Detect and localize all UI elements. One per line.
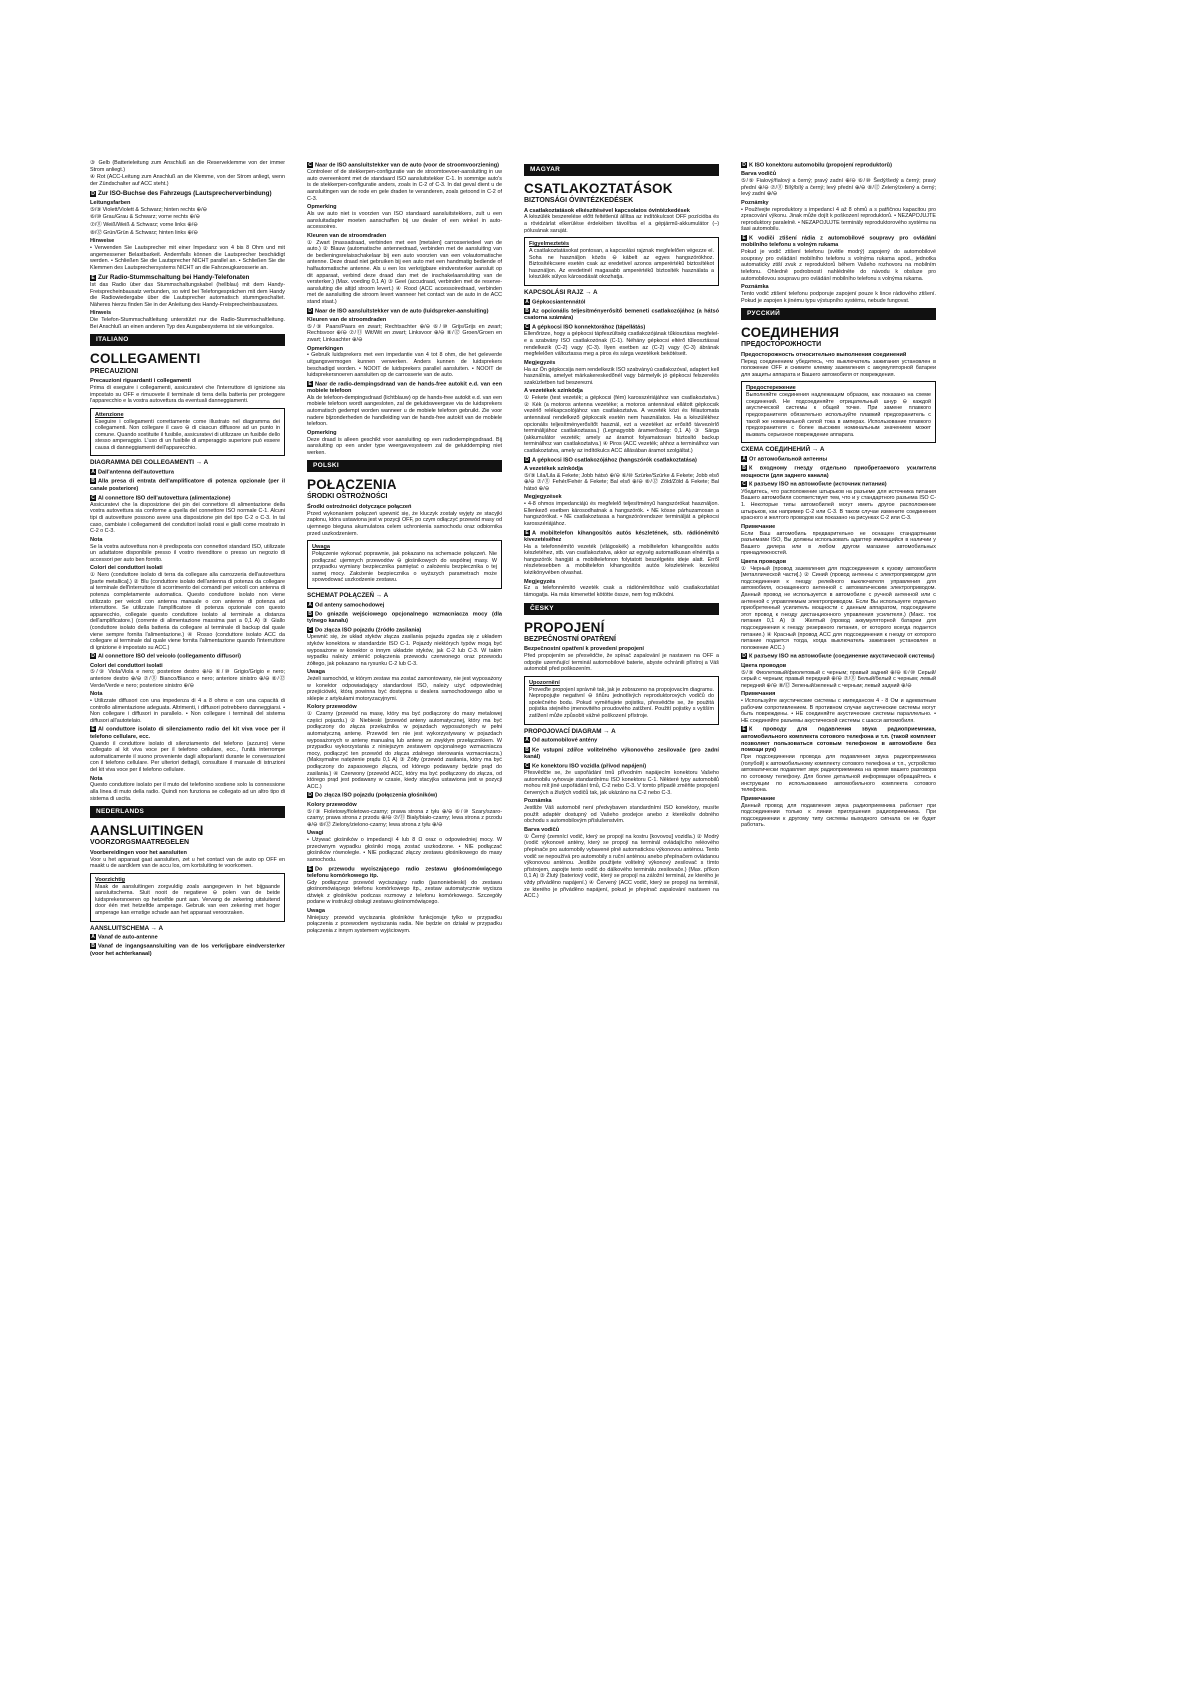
de-e-note: Die Telefon-Stummschaltleitung unterstützt nur die Radio-Stummschaltleitung. Bei Anschluß an einen anderen Typ des Ausgabesystems ist sie wirkungslos. xyxy=(90,317,285,330)
cs-caution-heading: Upozornění xyxy=(529,679,560,686)
label-e-icon: E xyxy=(308,865,312,872)
hu-item-b: B Az opcionális teljesítményerősítő bemeneti csatlakozójához (a hátsó csatorna számára) xyxy=(524,307,719,322)
it-e-note-heading: Nota xyxy=(90,775,103,782)
de-color-4: ⑧/⑫ Grün/Grün & Schwarz; hinten links ⊕/⊖ xyxy=(90,229,198,236)
it-colori2: ⑤/⑨ Viola/Viola e nero; posteriore destro ⊕/⊖ ⑥/⑩ Grigio/Grigio e nero; anteriore destro ⊕/⊖ ⑦/⑪ Bianco/Bianco e nero; anteriore sinistro ⊕/⊖ ⑧/⑫ Verde/Verde e nero; posteriore sinistro ⊕/⊖ xyxy=(90,669,285,689)
label-c-icon: C xyxy=(742,481,746,488)
pl-item-a: A Od anteny samochodowej xyxy=(308,601,385,609)
pl-e-uwaga-heading: Uwaga xyxy=(307,907,326,914)
label-e-icon: E xyxy=(91,274,95,281)
label-d-icon: D xyxy=(742,653,746,660)
hu-caution-heading: Figyelmeztetés xyxy=(529,241,570,248)
column-4 xyxy=(741,160,936,830)
language-bar-czech: ČESKY xyxy=(524,603,719,615)
pl-uwagi-heading: Uwagi xyxy=(307,830,324,837)
nl-caution-heading: Voorzichtig xyxy=(95,876,126,883)
cs-barva: ① Černý (zemnící vodič, který se propojí na kostru [kovovou] vozidla.) ② Modrý (vodič výkonové antény, který se propojí na terminál ovládajícího reléového přepínače pro automobily vybavené plně automatickou výkonovou anténou. Tento vodič se nepoužívá pro automobily s ruční anténou anebo přepínačem ovládanou výkonovou anténou. Jestliže použijete volitelný výkonový zesilovač s tímto přístrojem, zapojte tento vodič do dálkového terminálu zesilovače.) (Max. příkon 0,1 A) ③ Žlutý (bateriový vodič, který se propojí na záložní terminál, ze kterého je vždy přiváděno napájení.) ④ Červený (ACC vodič, který se propojí na terminál, ze kterého je přiváděno napájení, pokud je přepínač zapalování nastaven na ACC.) xyxy=(524,833,719,900)
label-a-icon: A xyxy=(525,298,529,305)
it-item-c: C Al connettore ISO dell'autovettura (alimentazione) xyxy=(91,494,231,502)
label-a-icon: A xyxy=(91,934,95,941)
de-e-note-heading: Hinweis xyxy=(90,310,112,317)
nl-item-a: A Vanaf de auto-antenne xyxy=(91,934,158,941)
cs-item-b: B Ke vstupní zdířce volitelného výkonového zesilovače (pro zadní kanál) xyxy=(524,746,719,760)
pl-caution-heading: Uwaga xyxy=(312,544,331,551)
it-prec-text: Prima di eseguire i collegamenti, assicuratevi che l'interruttore di ignizione sia impostato su OFF e rimuovete il terminale di terra della batteria per proteggere l'apparecchio e la vostra autovettura da eventuali danneggiamenti. xyxy=(90,384,285,405)
pl-kolory: ① Czarny (przewód na masę, który ma być podłączony do masy metalowej części pojazdu.) ② Niebieski (przewód anteny automatycznej, który ma być podłączony do złącza przekaźnika w pojazdach wyposażonych w pełni automatyczną antenę. Przewód ten nie jest wykorzystywany w pojazdach wyposażonych w antenę manualną lub antenę ze zwykłym przełącznikiem. W przypadku wykorzystania z niniejszym zestawem opcjonalnego wzmacniacza mocy, podłączyć ten przewód do złącza zdalnego sterowania wzmacniacza.) (Maksymalne natężenie prądu 0,1 A) ③ Żółty (przewód zasilania, który ma być podłączony do zapasowego złącza, od którego podawany będzie prąd do zasilania.) ④ Czerwony (przewód ACC, który ma być podłączony do złącza, od którego prąd jest podawany w czasie, kiedy stacyjka ustawiona jest w pozycji ACC.) xyxy=(307,711,502,790)
it-item-d: D Al connettore ISO del veicolo (collegamento diffusori) xyxy=(91,653,241,660)
label-d-icon: D xyxy=(91,190,95,197)
label-c-icon: C xyxy=(308,162,312,168)
cs-d-barva-heading: Barva vodičů xyxy=(741,171,777,178)
label-a-icon: A xyxy=(742,456,746,463)
de-color-1: ⑤/⑨ Violett/Violett & Schwarz; hinten rechts ⊕/⊖ xyxy=(90,206,208,213)
ru-cvet-heading: Цвета проводов xyxy=(741,558,787,565)
de-item-4: ④ Rot (ACC-Leitung zum Anschluß an die Klemme, von der Strom anliegt, wenn der Zündschalter auf ACC steht.) xyxy=(90,174,285,187)
language-bar-italian: ITALIANO xyxy=(90,334,285,346)
nl-d-kleur-heading: Kleuren van de stroomdraden xyxy=(307,316,387,323)
de-e-text: Ist das Radio über das Stummschaltungskabel (hellblau) mit dem Handy-Freisprecheinbausatz verbunden, so wird bei Telefongesprächen mit dem Handy die Radiowiedergabe über die Lautsprecher automatisch stummgeschaltet. Näheres hierzu finden Sie in der Anleitung des Handy-Freisprecheinbausatzes. xyxy=(90,282,285,308)
nl-caution-text: Maak de aansluitingen zorgvuldig zoals aangegeven in het bijgaande aansluitschema. Sluit nooit de negatieve ⊖ polen van de beide luidsprekersnoeren op hetzelfde punt aan. Vervang de zekering uitsluitend door één met hetzelfde amperage. Gebruik van een zekering met hoger amperage kan ernstige schade aan het apparaat veroorzaken. xyxy=(95,883,280,916)
it-note2-heading: Nota xyxy=(90,691,103,698)
nl-item-c: C Naar de ISO aansluitstekker van de auto (voor de stroomvoorziening) xyxy=(308,162,500,169)
hu-megj-heading: Megjegyzés xyxy=(524,359,556,366)
ru-subtitle: ПРЕДОСТОРОЖНОСТИ xyxy=(741,341,822,349)
nl-c-text: Controleer of de stekkerpen-configuratie van de stroomtoevoer-aansluiting in uw auto overeenkomt met de standaard ISO aansluitstekker C-1. In sommige auto's is de stekkerpen-configuratie anders, zoals in C-2 of C-3. In dat geval dient u de aansluitingen van de rode en gele draden te veranderen, zoals getoond in C-2 of C-3. xyxy=(307,169,502,202)
nl-prec-heading: Voorbereidingen voor het aansluiten xyxy=(90,849,187,856)
cs-item-a: A Od automobilové antény xyxy=(525,737,598,744)
hu-prec-heading: A csatlakoztatások elkészítésével kapcsolatos óvintézkedések xyxy=(524,207,690,214)
ru-prec-heading: Предосторожность относительно выполнения соединений xyxy=(741,351,907,358)
label-a-icon: A xyxy=(525,737,529,744)
hu-caution-text: A csatlakoztatásokat pontosan, a kapcsolási rajznak megfelelően végezze el. Soha ne használjon közös ⊖ kábelt az egyes hangszórókhoz. Biztosítékcsere esetén csak az eredetivel azonos amperértékű biztosítékot használjon. Az eredetinél magasabb amperértékű biztosíték használata a készülék súlyos károsodását okozhatja. xyxy=(529,248,714,281)
ru-schema-heading: СХЕМА СОЕДИНЕНИЙ → A xyxy=(741,446,825,454)
pl-e-uwaga: Niniejszy przewód wyciszania głośników funkcjonuje tylko w przypadku połączenia z przewodem wyciszania radia. Nie będzie on działał w przypadku połączenia z innym systemem wyjściowym. xyxy=(307,914,502,934)
label-b-icon: B xyxy=(91,943,95,950)
pl-d-kolory: ⑤/⑨ Fioletowy/fioletowo-czarny; prawa strona z tyłu ⊕/⊖ ⑥/⑩ Szary/szaro-czarny; prawa strona z przodu ⊕/⊖ ⑦/⑪ Biały/biało-czarny; lewa strona z przodu ⊕/⊖ ⑧/⑫ Zielony/zielono-czarny; lewa strona z tyłu ⊕/⊖ xyxy=(307,808,502,828)
pl-subtitle: ŚRODKI OSTROŻNOŚCI xyxy=(307,493,388,501)
label-d-icon: D xyxy=(742,162,746,168)
ru-c-text: Убедитесь, что расположение штырьков на разъеме для источника питания Вашего автомобиля соответствует тем, что и у стандартного разъема ISO C-1. Некоторые типы автомобилей могут иметь другое расположение штырьков, как например C-2 или C-3. В таком случае измените соединения красного и желтого проводов как показано на рисунках C-2 или C-3. xyxy=(741,488,936,522)
it-caution-box xyxy=(90,408,285,457)
pl-prec-heading: Środki ostrożności dotyczące połączeń xyxy=(307,503,412,510)
hu-d-szin-heading: A vezetékek színkódja xyxy=(524,465,583,472)
language-bar-russian: РУССКИЙ xyxy=(741,308,936,320)
it-colori: ① Nero (conduttore isolato di terra da collegare alla carrozzeria dell'autovettura [parte metallica].) ② Blu (conduttore isolato dell'antenna di potenza da collegare al terminale dell'interruttore di scorrimento dei comandi per veicoli con antenna di potenza completamente automatica. Questo conduttore isolato non viene utilizzato per veicoli con antenna manuale o con antenne di potenza ad interruttore. Se utilizzate l'amplificatore di potenza opzionale con questo apparecchio, collegate questo conduttore isolato al terminale a distanza dell'amplificatore.) (corrente di alimentazione massima pari a 0,1 A) ③ Giallo (conduttore isolato della batteria da collegare al terminale di backup dal quale viene sempre fornita l'alimentazione.) ④ Rosso (conduttore isolato ACC da collegare al terminale dal quale viene fornita l'alimentazione quando l'interruttore di ignizione è impostato su ACC.) xyxy=(90,572,285,651)
it-colori-heading: Colori dei conduttori isolati xyxy=(90,565,163,572)
hu-szin-heading: A vezetékek színkódja xyxy=(524,388,583,395)
nl-item-b: B Vanaf de ingangsaansluiting van de los verkrijgbare eindversterker (voor het achterkanaal) xyxy=(90,943,285,957)
hu-item-d: D A gépkocsi ISO csatlakozójához (hangszórók csatlakoztatása) xyxy=(525,456,697,463)
ru-d-prim: • Используйте акустические системы с импедансом 4 - 8 Ом и адекватным рабочим сопротивлением. В противном случае акустические системы могут быть повреждены. • НЕ соединяйте акустические системы параллельно. • НЕ соединяйте разъемы акустической системы с шасси автомобиля. xyxy=(741,698,936,724)
ru-prim-heading: Примечание xyxy=(741,523,776,530)
pl-e-text: Gdy podłączysz przewód wyciszający radio (jasnoniebieski) do zestawu głośnomówiącego telefonu komórkowego itp., zestaw automatycznie wycisza dźwięk z głośników podczas rozmowy z telefonu komórkowego. Szczegóły podane w instrukcji obsługi zestawu głośnomówiącego. xyxy=(307,879,502,906)
nl-title: AANSLUITINGEN xyxy=(90,823,204,839)
nl-e-opm: Deze draad is alleen geschikt voor aansluiting op een radiodempingsdraad. Bij aansluiting op een ander type weergavesysteem zal de geluiddemping niet werken. xyxy=(307,436,502,456)
label-d-icon: D xyxy=(308,792,312,799)
nl-subtitle: VOORZORGSMAATREGELEN xyxy=(90,839,190,847)
de-hints: • Verwenden Sie Lautsprecher mit einer Impedanz von 4 bis 8 Ohm und mit angemessener Belastbarkeit. Andernfalls können die Lautsprecher beschädigt werden. • Schließen Sie die Lautsprecher NICHT parallel an. • Schließen Sie die Klemmen des Lautsprechersystems NICHT an die Fahrzeugkarosserie an. xyxy=(90,245,285,271)
language-bar-dutch: NEDERLANDS xyxy=(90,806,285,818)
it-prec-heading: Precauzioni riguardanti i collegamenti xyxy=(90,378,192,385)
hu-megj2-heading: Megjegyzések xyxy=(524,494,562,501)
it-note2: • Utilizzate diffusori con una impedenza di 4 a 8 ohms e con una capacità di controllo alimentazione adeguata. Altrimenti, i diffusori potrebbero danneggiarsi. • Non collegare i diffusori in parallelo. • Non collegare i terminali del sistema diffusori all'autotelaio. xyxy=(90,698,285,724)
it-title: COLLEGAMENTI xyxy=(90,351,201,367)
cs-d-pozn-heading: Poznámky xyxy=(741,199,769,206)
de-item-3: ③ Gelb (Batterieleitung zum Anschluß an die Reserveklemme von der immer Strom anliegt.) xyxy=(90,160,285,173)
label-e-icon: E xyxy=(742,235,746,242)
nl-opm2-heading: Opmerkingen xyxy=(307,345,344,352)
de-hints-heading: Hinweise xyxy=(90,238,115,245)
ru-title: СОЕДИНЕНИЯ xyxy=(741,325,840,341)
hu-megj2: • 4-8 ohmos impedanciájú és megfelelő teljesítményű hangszórókat használjon. Ellenkező esetben károsodhatnak a hangszórók. • NE kösse párhuzamosan a hangszórókat. • NE csatlakoztassa a hangszórórendszer terminálját a gépkocsi karosszériájához. xyxy=(524,501,719,527)
cs-item-d: D K ISO konektoru automobilu (propojení reproduktorů) xyxy=(742,162,892,169)
label-b-icon: B xyxy=(308,610,312,617)
cs-d-barva: ⑤/⑨ Fialový/fialový a černý; pravý zadní ⊕/⊖ ⑥/⑩ Šedý/šedý a černý; pravý přední ⊕/⊖ ⑦/⑪ Bílý/bílý a černý; levý přední ⊕/⊖ ⑧/⑫ Zelený/zelený a černý; levý zadní ⊕/⊖ xyxy=(741,178,936,198)
label-c-icon: C xyxy=(308,627,312,634)
pl-schemat-heading: SCHEMAT POŁĄCZEŃ → A xyxy=(307,591,389,599)
nl-d-kleur: ⑤/⑨ Paars/Paars en zwart; Rechtsachter ⊕/⊖ ⑥/⑩ Grijs/Grijs en zwart; Rechtsvoor ⊕/⊖ ⑦/⑪ Wit/Wit en zwart; Linksvoor ⊕/⊖ ⑧/⑫ Groen/Groen en zwart; Linksachter ⊕/⊖ xyxy=(307,323,502,343)
cs-title: PROPOJENÍ xyxy=(524,619,605,635)
nl-kleur-heading: Kleuren van de stroomdraden xyxy=(307,232,387,239)
ru-item-a: A От автомобильной антенны xyxy=(742,456,828,463)
nl-prec-text: Voor u het apparaat gaat aansluiten, zet u het contact van de auto op OFF en maakt u de aardklem van de accu los, om kortsluiting te voorkomen. xyxy=(90,856,285,870)
pl-item-d: D Do złącza ISO pojazdu (połączenia głośników) xyxy=(308,792,438,799)
ru-item-b: B К входному гнезду отдельно приобретаемого усилителя мощности (для заднего канала) xyxy=(741,465,936,479)
cs-e-text: Pokud je vodič ztišení telefonu (světle modrý) zapojený do automobilové soupravy pro ovládání mobilního telefonu s volnýma rukama apod., jednotka automaticky ztiší zvuk z reproduktorů během Vašeho rozhovoru na mobilním telefonu. Ohledně podrobností nahlédněte do návodu k obsluze pro automobilovou soupravu pro ovládání mobilního telefonu s volnýma rukama. xyxy=(741,249,936,282)
de-section-e: E Zur Radio-Stummschaltung bei Handy-Telefonaten xyxy=(91,274,250,282)
ru-item-c: C К разъему ISO на автомобиле (источник питания) xyxy=(742,481,887,488)
label-c-icon: C xyxy=(525,762,529,769)
hu-item-c: C A gépkocsi ISO konnektorához (tápellátás) xyxy=(525,324,646,331)
it-item-a: A Dall'antenna dell'autovettura xyxy=(91,469,175,476)
label-d-icon: D xyxy=(525,456,529,463)
cs-pozn: Jestliže Váš automobil není předvybaven standardními ISO konektory, musíte použít adaptér dostupný od Vašeho prodejce anebo z kterékoliv dobrého obchodu s automobilovým příslušenstvím. xyxy=(524,805,719,825)
hu-szin: ① Fekete (test vezeték; a gépkocsi (fém) karosszériájához van csatlakoztatva.) ② Kék (a motoros antenna vezetéke; a motoros antennával ellátott gépkocsik vezérlő relékapcsolójához van csatlakoztatva. A vezeték közi és félautomata antennával rendelkező gépkocsik esetén nem használatos. Ha a készülékhez opcionális teljesítményerősítőt használ, ezt a vezetéket az erősítő távvezérlő terminálijához csatlakoztassa.) (Legnagyobb áramerősség: 0,1 A) ③ Sárga (akkumulátor vezeték; amely az áramot folyamatosan biztosító backup terminálhoz van csatlakoztatva.) ④ Piros (ACC vezeték; ahhoz a terminálhoz van csatlakoztatva, amely az indítókulcs ACC állásában áramot szolgáltat.) xyxy=(524,395,719,454)
cs-item-c: C Ke konektoru ISO vozidla (přívod napájení) xyxy=(525,762,647,770)
nl-e-opm-heading: Opmerking xyxy=(307,429,337,436)
pl-d-kolory-heading: Kolory przewodów xyxy=(307,801,357,808)
it-nota-heading: Nota xyxy=(90,536,103,543)
hu-item-a: A Gépkocsiantennától xyxy=(525,298,586,306)
cs-c-text: Přesvědčte se, že uspořádání trnů přívodním napájecím konektoru Vašeho automobilu vyhovuje standardnímu ISO konektoru C-1. Některé typy automobilů mohou mít jiné uspořádání trnů, C-2 nebo C-3. V tomto případě změňte propojení červených a žlutých vodičů tak, jak ukázáno na C-2 nebo C-3. xyxy=(524,770,719,796)
ru-d-prim-heading: Примечания xyxy=(741,691,776,698)
pl-prec-text: Przed wykonaniem połączeń upewnić się, że kluczyk zostały wyjęty ze stacyjki zapłonu, która ustawiona jest w pozycji OFF, po czym odłączyć przewód masy od ujemnego bieguna akumulatora celem uchronienia samochodu oraz odbiornika przed uszkodzeniem. xyxy=(307,510,502,537)
label-e-icon: E xyxy=(308,380,312,387)
pl-item-c: C Do złącza ISO pojazdu (źródło zasilania) xyxy=(308,627,422,634)
hu-rajz-heading: KAPCSOLÁSI RAJZ → A xyxy=(524,289,598,296)
label-c-icon: C xyxy=(91,494,95,501)
column-3 xyxy=(524,160,719,901)
cs-pozn-heading: Poznámka xyxy=(524,798,552,805)
de-section-d: D Zur ISO-Buchse des Fahrzeugs (Lautsprecherverbindung) xyxy=(91,190,272,198)
hu-megj: Ha az Ön gépkocsija nem rendelkezik ISO szabványú csatlakozóval, adaptert kell használnia, amelyet márkakereskedőnél vagy bármelyik jó gépkocsi felszerelés szaküzletben tud beszerezni. xyxy=(524,366,719,386)
it-item-e: E Al conduttore isolato di silenziamento radio del kit viva voce per il telefono cellulare, ecc. xyxy=(90,726,285,740)
de-color-3: ⑦/⑪ Weiß/Weiß & Schwarz; vorne links ⊕/⊖ xyxy=(90,222,198,229)
ru-d-cvet: ⑤/⑨ Фиолетовый/фиолетовый с черным; правый задний ⊕/⊖ ⑥/⑩ Серый/серый с черным; правый передний ⊕/⊖ ⑦/⑪ Белый/белый с черным; левый передний ⊕/⊖ ⑧/⑫ Зеленый/зеленый с черным; левый задний ⊕/⊖ xyxy=(741,669,936,689)
it-caution-text: Eseguire i collegamenti correttamente come illustrato nel diagramma dei collegamenti. Non collegare il cavo ⊖ di ciascun diffusore ad un punto in comune. Quando sostituite il fusibile, assicuratevi di utilizzare un fusibile dello stesso amperaggio. L'uso di un fusibile di amperaggio superiore può essere causa di danneggiamenti dell'apparecchio. xyxy=(95,418,280,451)
cs-subtitle: BEZPEČNOSTNÍ OPATŘENÍ xyxy=(524,635,616,643)
it-e-text: Quando il conduttore isolato di silenziamento del telefono (azzurro) viene collegato al kit viva voce per il telefono cellulare, ecc., l'unità interrompe automaticamente il suono proveniente dagli altoparlanti durante le conversazioni con il telefono cellulare. Per ulteriori dettagli, consultare il manuale di istruzioni del kit viva voce per il telefono cellulare. xyxy=(90,740,285,773)
cs-diag-heading: PROPOJOVACÍ DIAGRAM → A xyxy=(524,727,616,735)
cs-e-pozn-heading: Poznámka xyxy=(741,284,769,291)
it-diag-text: Assicuratevi che la disposizione dei pin dei connettore di alimentazione della vostra autovettura sia conforme a quella del connettore ISO normale C-1. Alcuni tipi di autovetture possono avere una disposizione pin del tipo C-2 o C-3. In tal caso, cambiate i collegamenti dei conduttori isolati rossi e gialli come mostrato in C-2 o C-3. xyxy=(90,501,285,535)
nl-kleur-text: ① Zwart (massadraad, verbinden met een [metalen] carrosseriedeel van de auto.) ② Blauw (automatische antennedraad, verbinden met de aansluiting van de bedieningsrelaisschakelaar bij een auto voorzien van een volautomatische antenne. Deze draad niet gebruiken bij een auto met een handmatig bediende of halfautomatische antenne. Als u een los verkrijgbare eindversterker aansluit op dit apparaat, verbind deze draad dan met de inschakelaansluiting van de versterker.) (Max. voeding 0,1 A) ③ Geel (accudraad, verbinden met de reserve-aansluiting die altijd stroom levert.) ④ Rood (ACC accessoiredraad, verbinden met de aansluiting die stroom levert wanneer het contact van de auto in de ACC stand staat.) xyxy=(307,239,502,306)
ru-e-prim-heading: Примечание xyxy=(741,795,776,802)
nl-schema-heading: AANSLUITSCHEMA → A xyxy=(90,924,163,932)
ru-caution-box xyxy=(741,381,936,443)
de-colors-heading: Leitungsfarben xyxy=(90,200,131,207)
label-b-icon: B xyxy=(525,746,529,753)
hu-caution-box xyxy=(524,237,719,286)
ru-item-e: E К проводу для подавления звука радиоприемника, автомобильного комплекта сотового телефона и т.п. (такой комплект позволяет пользоваться сотовым телефоном в автомобиле без помощи рук) xyxy=(741,726,936,754)
ru-d-cvet-heading: Цвета проводов xyxy=(741,662,787,669)
cs-d-pozn: • Používejte reproduktory s impedancí 4 až 8 ohmů a s patřičnou kapacitou pro zpracování výkonu. Jinak může dojít k poškození reproduktorů. • NEZAPOJUJTE reproduktory paralelně. • NEZAPOJUJTE terminály reproduktorového systému na šasi automobilu. xyxy=(741,206,936,233)
label-d-icon: D xyxy=(91,653,95,660)
pl-c-text: Upewnić się, że układ styków złącza zasilania pojazdu zgadza się z układem styków konektora w standardzie ISO C-1. Pojazdy niektórych typów mogą być wyposażone w konektor o innym układzie styków, jak C-2 lub C-3. W takim wypadku należy zmienić połączenia przewodu czerwonego oraz przewodu żółtego, jak pokazano na rysunku C-2 lub C-3. xyxy=(307,634,502,667)
it-diagram-heading: DIAGRAMMA DEI COLLEGAMENTI → A xyxy=(90,459,209,467)
language-bar-hungarian: MAGYAR xyxy=(524,164,719,176)
hu-d-szin: ⑤/⑨ Lila/Lila & Fekete; Jobb hátsó ⊕/⊖ ⑥/⑩ Szürke/Szürke & Fekete; Jobb első ⊕/⊖ ⑦/⑪ Fehér/Fehér & Fekete; Bal első ⊕/⊖ ⑧/⑫ Zöld/Zöld & Fekete; Bal hátsó ⊕/⊖ xyxy=(524,472,719,492)
hu-prec-text: A készülék beszerelése előtt feltétlenül állítsa az indítókulcsot OFF pozícióba és a rövidzárlat elkerülése érdekében távolítsa el a gépjármű-akkumulátor (–) pólusának saruját. xyxy=(524,214,719,234)
hu-c-text: Ellenőrizze, hogy a gépkocsi tápfeszültség csatlakozójának tűkiosztása megfelel-e a szabvány ISO csatlakozónak (C-1). Néhány gépkocsi eltérő tűleosztással rendelkezik (C-2) vagy (C-3). Ilyen esetben az (C-2) vagy (C-3) ábrának megfelelően változtassa meg a piros és sárga vezetékek bekötéseit. xyxy=(524,331,719,358)
it-caution-heading: Attenzione xyxy=(95,411,124,418)
ru-e-prim: Данный провод для подавления звука радиоприемника работает при подсоединении только к линии приглушения радиоприемника. При подсоединении к другому типу системы выходного сигнала он не будет работать. xyxy=(741,802,936,829)
pl-caution-text: Połączenie wykonać poprawnie, jak pokazano na schemacie połączeń. Nie podłączać ujemnych przewodów ⊖ głośnikowych do wspólnej masy. W przypadku wymiany bezpiecznika pamiętać o założeniu bezpiecznika o tej samej mocy. Założenie bezpiecznika o wyższych parametrach może spowodować uszkodzenie zestawu. xyxy=(312,550,497,584)
label-d-icon: D xyxy=(308,307,312,314)
pl-uwaga-heading: Uwaga xyxy=(307,669,326,676)
label-e-icon: E xyxy=(742,726,746,733)
nl-e-text: Als de telefoon-dempingsdraad (lichtblauw) op de hands-free autokit e.d. van een mobiele telefoon wordt aangesloten, zal de geluidsweergave via de luidsprekers automatisch gedempt worden wanneer u de mobiele telefoon gebruikt. Zie voor nadere bijzonderheden de handleiding van de hands-free autokit van de mobiele telefoon. xyxy=(307,394,502,428)
label-c-icon: C xyxy=(525,324,529,331)
ru-cvet: ① Черный (провод заземления для подсоединения к кузову автомобиля [металлической части].) ② Синий (провод антенны с электроприводом для подсоединения к гнезду релейного выключателя управления для автомобиля, оснащенного антенной с автоматическим электроприводом. Данный провод не используется в автомобиле с ручной антенной или с антенной с управляемым электроприводом. Если Вы используете отдельно приобретенный усилитель мощности с данным аппаратом, подсоедините этот провод к гнезду дистанционного управления усилителя.) (Макс. ток питания 0,1 A) ③ Желтый (провод аккумуляторной батареи для подсоединения к гнезду резервного питания, от которого всегда подается питание.) ④ Красный (провод ACC для подсоединения к гнезду от которого питание подается тогда, когда выключатель зажигания установлен в положение ACC.) xyxy=(741,565,936,651)
label-a-icon: A xyxy=(308,601,312,608)
cs-barva-heading: Barva vodičů xyxy=(524,827,560,833)
label-e-icon: E xyxy=(91,726,95,733)
cs-caution-text: Proveďte propojení správně tak, jak je zobrazeno na propojovacím diagramu. Nepropojujte negativní ⊖ šňůru jednotlivých reproduktorových vodičů do společného bodu. Pokud vyměňujete pojistku, přesvědčte se, že použitá pojistka stejného jmenovitého proudového zatížení. Použití pojistky s vyšším zatížení může způsobit vážné poškození přístroje. xyxy=(529,686,714,720)
it-nota: Se la vostra autovettura non è predisposta con connettori standard ISO, utilizzate un adattatore disponibile presso il vostro rivenditore o presso un negozio di accessori per auto ben fornito. xyxy=(90,543,285,563)
ru-item-d: D К разъему ISO на автомобиле (соединение акустической системы) xyxy=(742,653,935,660)
it-subtitle: PRECAUZIONI xyxy=(90,367,139,375)
ru-caution-text: Выполняйте соединения надлежащим образом, как показано на схеме соединений. Не подсоединяйте отрицательный шнур ⊖ каждой акустической системы к общей точке. При замене плавкого предохранителя обязательно используйте плавкий предохранитель с такой же номинальной силой тока в амперах. Использование плавкого предохранителя с более высоким номинальным значением может вызвать серьезное повреждение аппарата. xyxy=(746,392,931,438)
pl-uwagi: • Używać głośników o impedancji 4 lub 8 Ω oraz o odpowiedniej mocy. W przeciwnym wypadku głośniki mogą zostać uszkodzone. • NIE podłączać głośników równolegle. • NIE podłączać złączy zestawu głośnikowego do masy samochodu. xyxy=(307,837,502,863)
ru-caution-heading: Предостережение xyxy=(746,385,796,392)
nl-caution-box xyxy=(90,873,285,922)
pl-title: POŁĄCZENIA xyxy=(307,477,397,493)
pl-item-b: B Do gniazda wejściowego opcjonalnego wzmacniacza mocy (dla tylnego kanału) xyxy=(307,610,502,625)
pl-caution-box xyxy=(307,540,502,589)
nl-opm2: • Gebruik luidsprekers met een impedantie van 4 tot 8 ohm, die het geleverde uitgangsvermogen kunnen verwerken. Anders kunnen de luidsprekers beschadigd worden. • NOOIT de luidsprekers parallel aansluiten. • NOOIT de luidsprekersnoeren aansluiten op de carrosserie van de auto. xyxy=(307,352,502,379)
nl-opm-text: Als uw auto niet is voorzien van ISO standaard aansluitstekkers, zult u een aansluitadapter moeten aanschaffen bij uw dealer of een winkel in auto-accessoires. xyxy=(307,211,502,231)
ru-prec-text: Перед соединением убедитесь, что выключатель зажигания установлен в положение OFF и снимите клемму заземления с аккумуляторной батареи для защиты аппарата и Вашего автомобиля от повреждения. xyxy=(741,358,936,378)
hu-e-text: Ha a telefonnémító vezeték (világoskék) a mobiltelefon kihangosítós autós készletéhez, stb. van csatlakoztatva, akkor az egység automatikusan elnémítja a hangszórók hangját a mobiltelefonon folytatott beszélgetés ideje alatt. Erről részletesebben a mobiltelefon kihangosítós autós készletének kezelési kézikönyvében olvashat. xyxy=(524,543,719,577)
cs-prec-heading: Bezpečnostní opatření k provedení propojení xyxy=(524,646,644,653)
pl-item-e: E Do przewodu wyciszającego radio zestawu głośnomówiącego telefonu komórkowego itp. xyxy=(307,865,502,879)
label-b-icon: B xyxy=(525,307,529,314)
ru-e-text: При подсоединении провода для подавления звука радиоприемника (голубой) к автомобильному комплекту сотового телефона и т.п., устройство автоматически подавляет звук радиоприемника на время вашего разговора по сотовому телефону. Для более детальной информации обращайтесь к инструкции по использованию автомобильного комплекта сотового телефона. xyxy=(741,754,936,794)
hu-e-megj: Ez a telefonnémító vezeték csak a rádiónémítóhoz való csatlakoztatást támogatja. Ha más kimenettel kötötte össze, nem fog működni. xyxy=(524,585,719,599)
column-2 xyxy=(307,160,502,936)
cs-caution-box xyxy=(524,676,719,725)
cs-e-pozn: Tento vodič ztišení telefonu podporuje zapojení pouze k lince rádiového ztišení. Pokud je zapojen k jinému typu výstupního systému, nebude fungovat. xyxy=(741,290,936,304)
ru-prim: Если Ваш автомобиль предварительно не оснащен стандартными разъемами ISO, Вы должны использовать адаптер имеющийся в наличии у Вашего дилера или в любом другом магазине автомобильных принадлежностей. xyxy=(741,530,936,557)
de-color-2: ⑥/⑩ Grau/Grau & Schwarz; vorne rechts ⊕/⊖ xyxy=(90,214,201,221)
label-b-icon: B xyxy=(742,465,746,472)
hu-title: CSATLAKOZTATÁSOK xyxy=(524,180,673,196)
nl-item-e: E Naar de radio-dempingsdraad van de hands-free autokit e.d. van een mobiele telefoon xyxy=(307,380,502,394)
pl-kolory-heading: Kolory przewodów xyxy=(307,704,357,711)
label-e-icon: E xyxy=(525,529,529,536)
label-a-icon: A xyxy=(91,469,95,476)
it-item-b: B Alla presa di entrata dell'amplificatore di potenza opzionale (per il canale posteriore) xyxy=(90,478,285,492)
nl-opm-heading: Opmerking xyxy=(307,204,337,211)
column-1 xyxy=(90,160,285,958)
it-colori2-heading: Colori dei conduttori isolati xyxy=(90,662,163,669)
it-e-note: Questo conduttore isolato per il muto del telefonino sostiene solo la connessione alla linea di muto della radio. Quindi non funziona se collegato ad un altro tipo di sistema di uscita. xyxy=(90,782,285,802)
hu-subtitle: BIZTONSÁGI ÓVINTÉZKEDÉSEK xyxy=(524,197,634,205)
label-b-icon: B xyxy=(91,478,95,485)
nl-item-d: D Naar de ISO aansluitstekker van de auto (luidspreker-aansluiting) xyxy=(308,307,489,315)
pl-uwaga: Jeżeli samochód, w którym zestaw ma zostać zamontowany, nie jest wyposażony w konektor odpowiadający standardowi ISO, należy użyć odpowiedniej przejściówki, którą powinna być dostępna u dealera samochodowego albo w sklepie z artykułami motoryzacyjnymi. xyxy=(307,676,502,702)
cs-item-e: E K vodiči ztišení rádia z automobilové soupravy pro ovládání mobilního telefonu s volným rukama xyxy=(741,235,936,249)
cs-prec-text: Před propojením se přesvědčte, že spínač zapalování je nastaven na OFF a odpojte uzemňující terminál automobilové baterie, abyste ochránili přístroj a Váš automobil před poškozením. xyxy=(524,653,719,673)
language-bar-polish: POLSKI xyxy=(307,460,502,472)
hu-item-e: E A mobiltelefon kihangosítós autós készletének, stb. rádiónémító kivezetéséhez xyxy=(524,529,719,543)
hu-e-megj-heading: Megjegyzés xyxy=(524,578,556,585)
